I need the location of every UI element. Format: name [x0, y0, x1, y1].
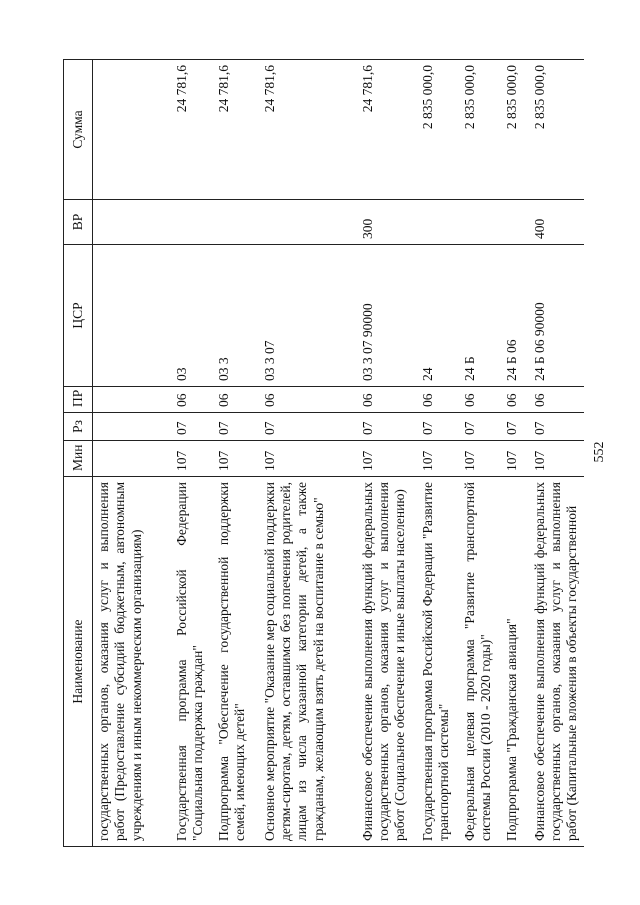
header-csr: ЦСР: [64, 245, 93, 387]
row-min: 107: [357, 441, 417, 477]
row-csr: 03 3 07 90000: [357, 245, 417, 387]
row-sum: 2 835 000,0: [529, 60, 584, 200]
row-min: 107: [417, 441, 459, 477]
row-name: Финансовое обеспечение выполнения функций федеральных государственных органов, оказания услуг и выполнения работ (Капитальные вложения в объекты государственной: [529, 477, 584, 847]
row-pr: 06: [259, 387, 357, 413]
row-rz: 07: [417, 413, 459, 441]
row-pr: 06: [417, 387, 459, 413]
row-rz: [93, 413, 171, 441]
row-rz: 07: [213, 413, 259, 441]
row-csr: [93, 245, 171, 387]
row-pr: 06: [213, 387, 259, 413]
page-number: 552: [592, 441, 607, 463]
row-vr: [459, 200, 501, 245]
row-name: Подпрограмма "Гражданская авиация": [501, 477, 529, 847]
row-name: Подпрограмма "Обеспечение государственной поддержки семей, имеющих детей": [213, 477, 259, 847]
row-csr: 24 Б 06 90000: [529, 245, 584, 387]
row-sum: 24 781,6: [259, 60, 357, 200]
row-min: 107: [529, 441, 584, 477]
row-csr: 24 Б: [459, 245, 501, 387]
table-row: [213, 60, 259, 847]
row-min: 107: [171, 441, 213, 477]
table-header-row: [64, 60, 93, 847]
row-min: [93, 441, 171, 477]
row-rz: 07: [529, 413, 584, 441]
row-csr: 24: [417, 245, 459, 387]
row-vr: [501, 200, 529, 245]
budget-table-container: [63, 60, 580, 847]
row-sum: 24 781,6: [171, 60, 213, 200]
row-csr: 24 Б 06: [501, 245, 529, 387]
row-vr: [213, 200, 259, 245]
row-csr: 03 3 07: [259, 245, 357, 387]
row-vr: [259, 200, 357, 245]
header-sum: Сумма: [64, 60, 93, 200]
row-sum: 2 835 000,0: [501, 60, 529, 200]
table-row: [171, 60, 213, 847]
row-pr: 06: [529, 387, 584, 413]
row-name: Финансовое обеспечение выполнения функций федеральных государственных органов, оказания услуг и выполнения работ (Социальное обеспечение и иные выплаты населению): [357, 477, 417, 847]
row-name: Основное мероприятие "Оказание мер социальной поддержки детям-сиротам, детям, оставшимся без попечения родителей, лицам из числа указанной категории детей, а также гражданам, желающим взять детей на воспитание в семью": [259, 477, 357, 847]
row-pr: 06: [459, 387, 501, 413]
row-vr: 300: [357, 200, 417, 245]
header-min: Мин: [64, 441, 93, 477]
row-pr: 06: [501, 387, 529, 413]
row-rz: 07: [459, 413, 501, 441]
row-vr: 400: [529, 200, 584, 245]
row-min: 107: [459, 441, 501, 477]
header-name: Наименование: [64, 477, 93, 847]
row-pr: 06: [357, 387, 417, 413]
row-name: Государственная программа Российской Федерации "Развитие транспортной системы": [417, 477, 459, 847]
table-row: [501, 60, 529, 847]
row-rz: 07: [501, 413, 529, 441]
header-pr: ПР: [64, 387, 93, 413]
table-row: [93, 60, 171, 847]
row-vr: [171, 200, 213, 245]
row-sum: 2 835 000,0: [417, 60, 459, 200]
row-sum: 24 781,6: [357, 60, 417, 200]
row-name: Государственная программа Российской Федерации "Социальная поддержка граждан": [171, 477, 213, 847]
header-rz: Рз: [64, 413, 93, 441]
row-name: государственных органов, оказания услуг и выполнения работ (Предоставление субсидий бюджетным, автономным учреждениям и иным некоммерческим организациям): [93, 477, 171, 847]
row-pr: 06: [171, 387, 213, 413]
row-sum: 2 835 000,0: [459, 60, 501, 200]
row-name: Федеральная целевая программа "Развитие транспортной системы России (2010 - 2020 годы)": [459, 477, 501, 847]
row-vr: [417, 200, 459, 245]
row-vr: [93, 200, 171, 245]
table-row: [417, 60, 459, 847]
table-row: [459, 60, 501, 847]
row-rz: 07: [171, 413, 213, 441]
budget-table: [63, 59, 584, 847]
table-row: [357, 60, 417, 847]
table-row: [259, 60, 357, 847]
row-pr: [93, 387, 171, 413]
table-row: [529, 60, 584, 847]
row-rz: 07: [259, 413, 357, 441]
row-csr: 03: [171, 245, 213, 387]
row-min: 107: [501, 441, 529, 477]
row-min: 107: [213, 441, 259, 477]
row-csr: 03 3: [213, 245, 259, 387]
row-min: 107: [259, 441, 357, 477]
row-sum: [93, 60, 171, 200]
header-vr: ВР: [64, 200, 93, 245]
row-rz: 07: [357, 413, 417, 441]
row-sum: 24 781,6: [213, 60, 259, 200]
